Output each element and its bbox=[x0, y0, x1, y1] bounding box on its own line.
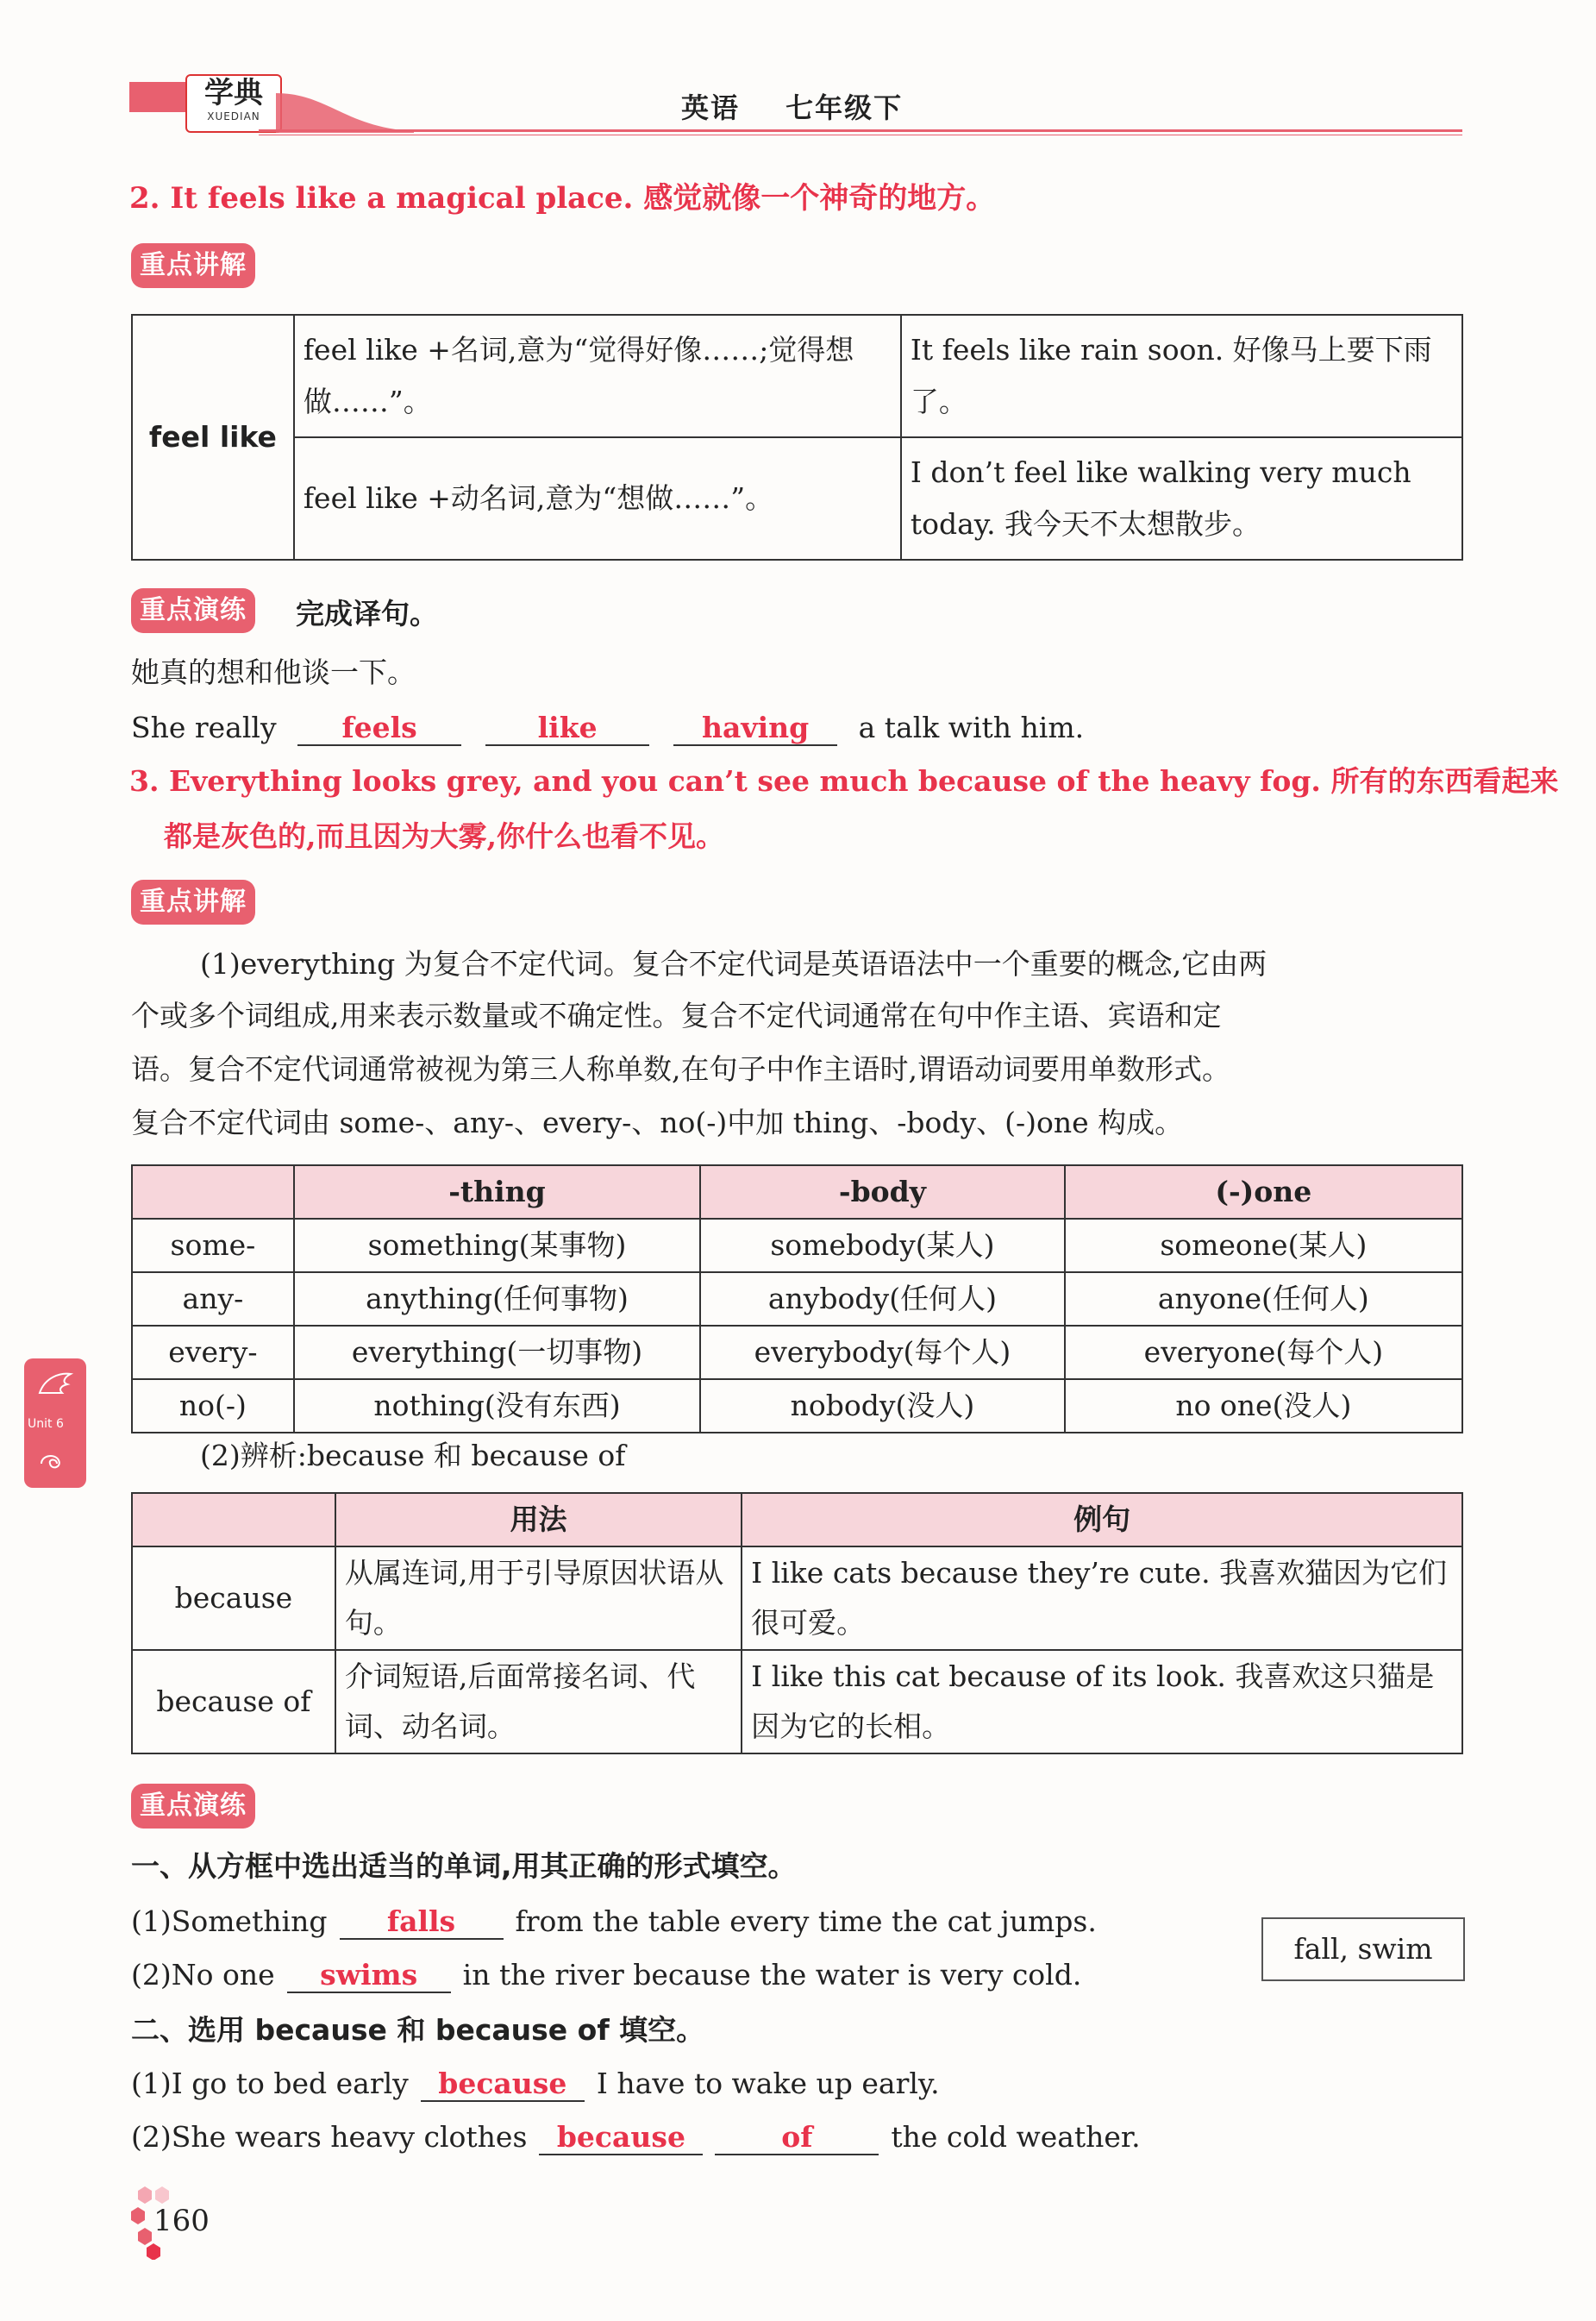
word-box: fall, swim bbox=[1261, 1917, 1465, 1981]
q1-answer-blank: falls bbox=[340, 1905, 504, 1940]
answer-blank: like bbox=[485, 712, 649, 746]
column-header: -thing bbox=[294, 1165, 700, 1219]
exercise-q2 bbox=[131, 1956, 1081, 1994]
table-cell: some- bbox=[132, 1219, 294, 1272]
header-subject: 英语 bbox=[681, 91, 741, 124]
section-2-title: 2. It feels like a magical place. 感觉就像一个神奇的地方。 bbox=[129, 181, 996, 216]
table-cell: someone(某人) bbox=[1065, 1219, 1462, 1272]
usage-cell: feel like +名词,意为“觉得好像……;觉得想做……”。 bbox=[294, 315, 901, 437]
table-cell: everything(一切事物) bbox=[294, 1326, 700, 1379]
term-cell: feel like bbox=[132, 315, 294, 560]
table-cell: no one(没人) bbox=[1065, 1379, 1462, 1433]
table-row bbox=[132, 1379, 1462, 1433]
q4-prefix: (2)She wears heavy clothes bbox=[131, 2120, 528, 2154]
table-header-row bbox=[132, 1493, 1462, 1546]
table-cell: somebody(某人) bbox=[700, 1219, 1064, 1272]
compound-pronoun-table bbox=[131, 1164, 1463, 1433]
header-grade: 七年级下 bbox=[785, 91, 904, 124]
q2-suffix: in the river because the water is very cold. bbox=[462, 1958, 1082, 1992]
q2-prefix: (2)No one bbox=[131, 1958, 275, 1992]
q3-prefix: (1)I go to bed early bbox=[131, 2067, 409, 2100]
column-header bbox=[132, 1165, 294, 1219]
table-cell: nothing(没有东西) bbox=[294, 1379, 700, 1433]
compare-title: (2)辨析:because 和 because of bbox=[200, 1439, 626, 1472]
table-row bbox=[132, 1650, 1462, 1753]
table-cell: any- bbox=[132, 1272, 294, 1326]
table-cell: every- bbox=[132, 1326, 294, 1379]
header-wave-decoration bbox=[276, 93, 414, 133]
q4-answer-blank: of bbox=[715, 2121, 879, 2155]
feel-like-table bbox=[131, 314, 1463, 561]
because-compare-table bbox=[131, 1492, 1463, 1754]
para-line: 个或多个词组成,用来表示数量或不确定性。复合不定代词通常在句中作主语、宾语和定 bbox=[131, 999, 1222, 1032]
q1-prefix: (1)Something bbox=[131, 1904, 328, 1938]
publisher-logo bbox=[185, 74, 282, 133]
table-cell: I like cats because they’re cute. 我喜欢猫因为它们很可爱。 bbox=[742, 1546, 1462, 1650]
table-cell: nobody(没人) bbox=[700, 1379, 1064, 1433]
wing-icon bbox=[36, 1369, 74, 1398]
table-cell: everybody(每个人) bbox=[700, 1326, 1064, 1379]
table-cell: everyone(每个人) bbox=[1065, 1326, 1462, 1379]
example-cell: It feels like rain soon. 好像马上要下雨了。 bbox=[901, 315, 1462, 437]
section-3-title-en: 3. Everything looks grey, and you can’t see much because of the heavy fog. bbox=[129, 764, 1321, 798]
answer-blank: feels bbox=[297, 712, 461, 746]
unit-label: Unit 6 bbox=[28, 1417, 64, 1431]
table-cell: anything(任何事物) bbox=[294, 1272, 700, 1326]
example-cell: I don’t feel like walking very much today. 我今天不太想散步。 bbox=[901, 437, 1462, 560]
header-rule bbox=[259, 129, 1462, 132]
practice-sentence bbox=[131, 709, 1084, 747]
table-cell: something(某事物) bbox=[294, 1219, 700, 1272]
table-cell: anybody(任何人) bbox=[700, 1272, 1064, 1326]
page-number: 160 bbox=[153, 2204, 210, 2238]
table-row bbox=[132, 437, 1462, 560]
q1-suffix: from the table every time the cat jumps. bbox=[515, 1904, 1097, 1938]
logo-chinese: 学典 bbox=[204, 76, 263, 110]
answer-blank: having bbox=[673, 712, 837, 746]
header-title bbox=[681, 86, 903, 126]
table-row bbox=[132, 315, 1462, 437]
section-3-title bbox=[129, 759, 1558, 800]
badge-practice: 重点演练 bbox=[131, 588, 255, 633]
table-row bbox=[132, 1546, 1462, 1650]
q3-suffix: I have to wake up early. bbox=[596, 2067, 940, 2100]
exercise-part2-title: 二、选用 because 和 because of 填空。 bbox=[131, 2013, 705, 2047]
sentence-prefix: She really bbox=[131, 711, 277, 744]
q4-answer-blank: because bbox=[539, 2121, 703, 2155]
column-header: (-)one bbox=[1065, 1165, 1462, 1219]
column-header: 例句 bbox=[742, 1493, 1462, 1546]
q2-answer-blank: swims bbox=[287, 1959, 451, 1993]
para-line: 复合不定代词由 some-、any-、every-、no(-)中加 thing、-body、(-)one 构成。 bbox=[131, 1106, 1184, 1139]
badge-explain: 重点讲解 bbox=[131, 880, 255, 925]
table-cell: because bbox=[132, 1546, 335, 1650]
table-row bbox=[132, 1219, 1462, 1272]
table-header-row bbox=[132, 1165, 1462, 1219]
swirl-icon bbox=[36, 1448, 74, 1477]
exercise-q3 bbox=[131, 2065, 940, 2103]
q3-answer-blank: because bbox=[421, 2067, 585, 2102]
para-line: 语。复合不定代词通常被视为第三人称单数,在句子中作主语时,谓语动词要用单数形式。 bbox=[131, 1052, 1230, 1086]
table-cell: 介词短语,后面常接名词、代词、动名词。 bbox=[335, 1650, 742, 1753]
column-header: -body bbox=[700, 1165, 1064, 1219]
practice-instruction: 完成译句。 bbox=[296, 597, 438, 630]
sentence-suffix: a talk with him. bbox=[858, 711, 1085, 744]
table-cell: no(-) bbox=[132, 1379, 294, 1433]
exercise-part1-title: 一、从方框中选出适当的单词,用其正确的形式填空。 bbox=[131, 1849, 797, 1883]
column-header bbox=[132, 1493, 335, 1546]
exercise-q1 bbox=[131, 1903, 1097, 1941]
badge-explain: 重点讲解 bbox=[131, 243, 255, 288]
badge-practice: 重点演练 bbox=[131, 1784, 255, 1829]
practice-chinese: 她真的想和他谈一下。 bbox=[131, 656, 416, 689]
logo-english: XUEDIAN bbox=[207, 110, 260, 122]
usage-cell: feel like +动名词,意为“想做……”。 bbox=[294, 437, 901, 560]
table-row bbox=[132, 1272, 1462, 1326]
exercise-q4 bbox=[131, 2118, 1141, 2156]
para-line: (1)everything 为复合不定代词。复合不定代词是英语语法中一个重要的概念,它由两 bbox=[200, 947, 1267, 981]
section-3-title-line2: 都是灰色的,而且因为大雾,你什么也看不见。 bbox=[164, 819, 724, 853]
header-red-bar bbox=[129, 82, 190, 112]
section-3-title-cn: 所有的东西看起来 bbox=[1330, 764, 1559, 798]
table-row bbox=[132, 1326, 1462, 1379]
column-header: 用法 bbox=[335, 1493, 742, 1546]
q4-suffix: the cold weather. bbox=[891, 2120, 1141, 2154]
table-cell: anyone(任何人) bbox=[1065, 1272, 1462, 1326]
table-cell: 从属连词,用于引导原因状语从句。 bbox=[335, 1546, 742, 1650]
unit-side-tab bbox=[24, 1358, 86, 1488]
table-cell: because of bbox=[132, 1650, 335, 1753]
table-cell: I like this cat because of its look. 我喜欢这只猫是因为它的长相。 bbox=[742, 1650, 1462, 1753]
